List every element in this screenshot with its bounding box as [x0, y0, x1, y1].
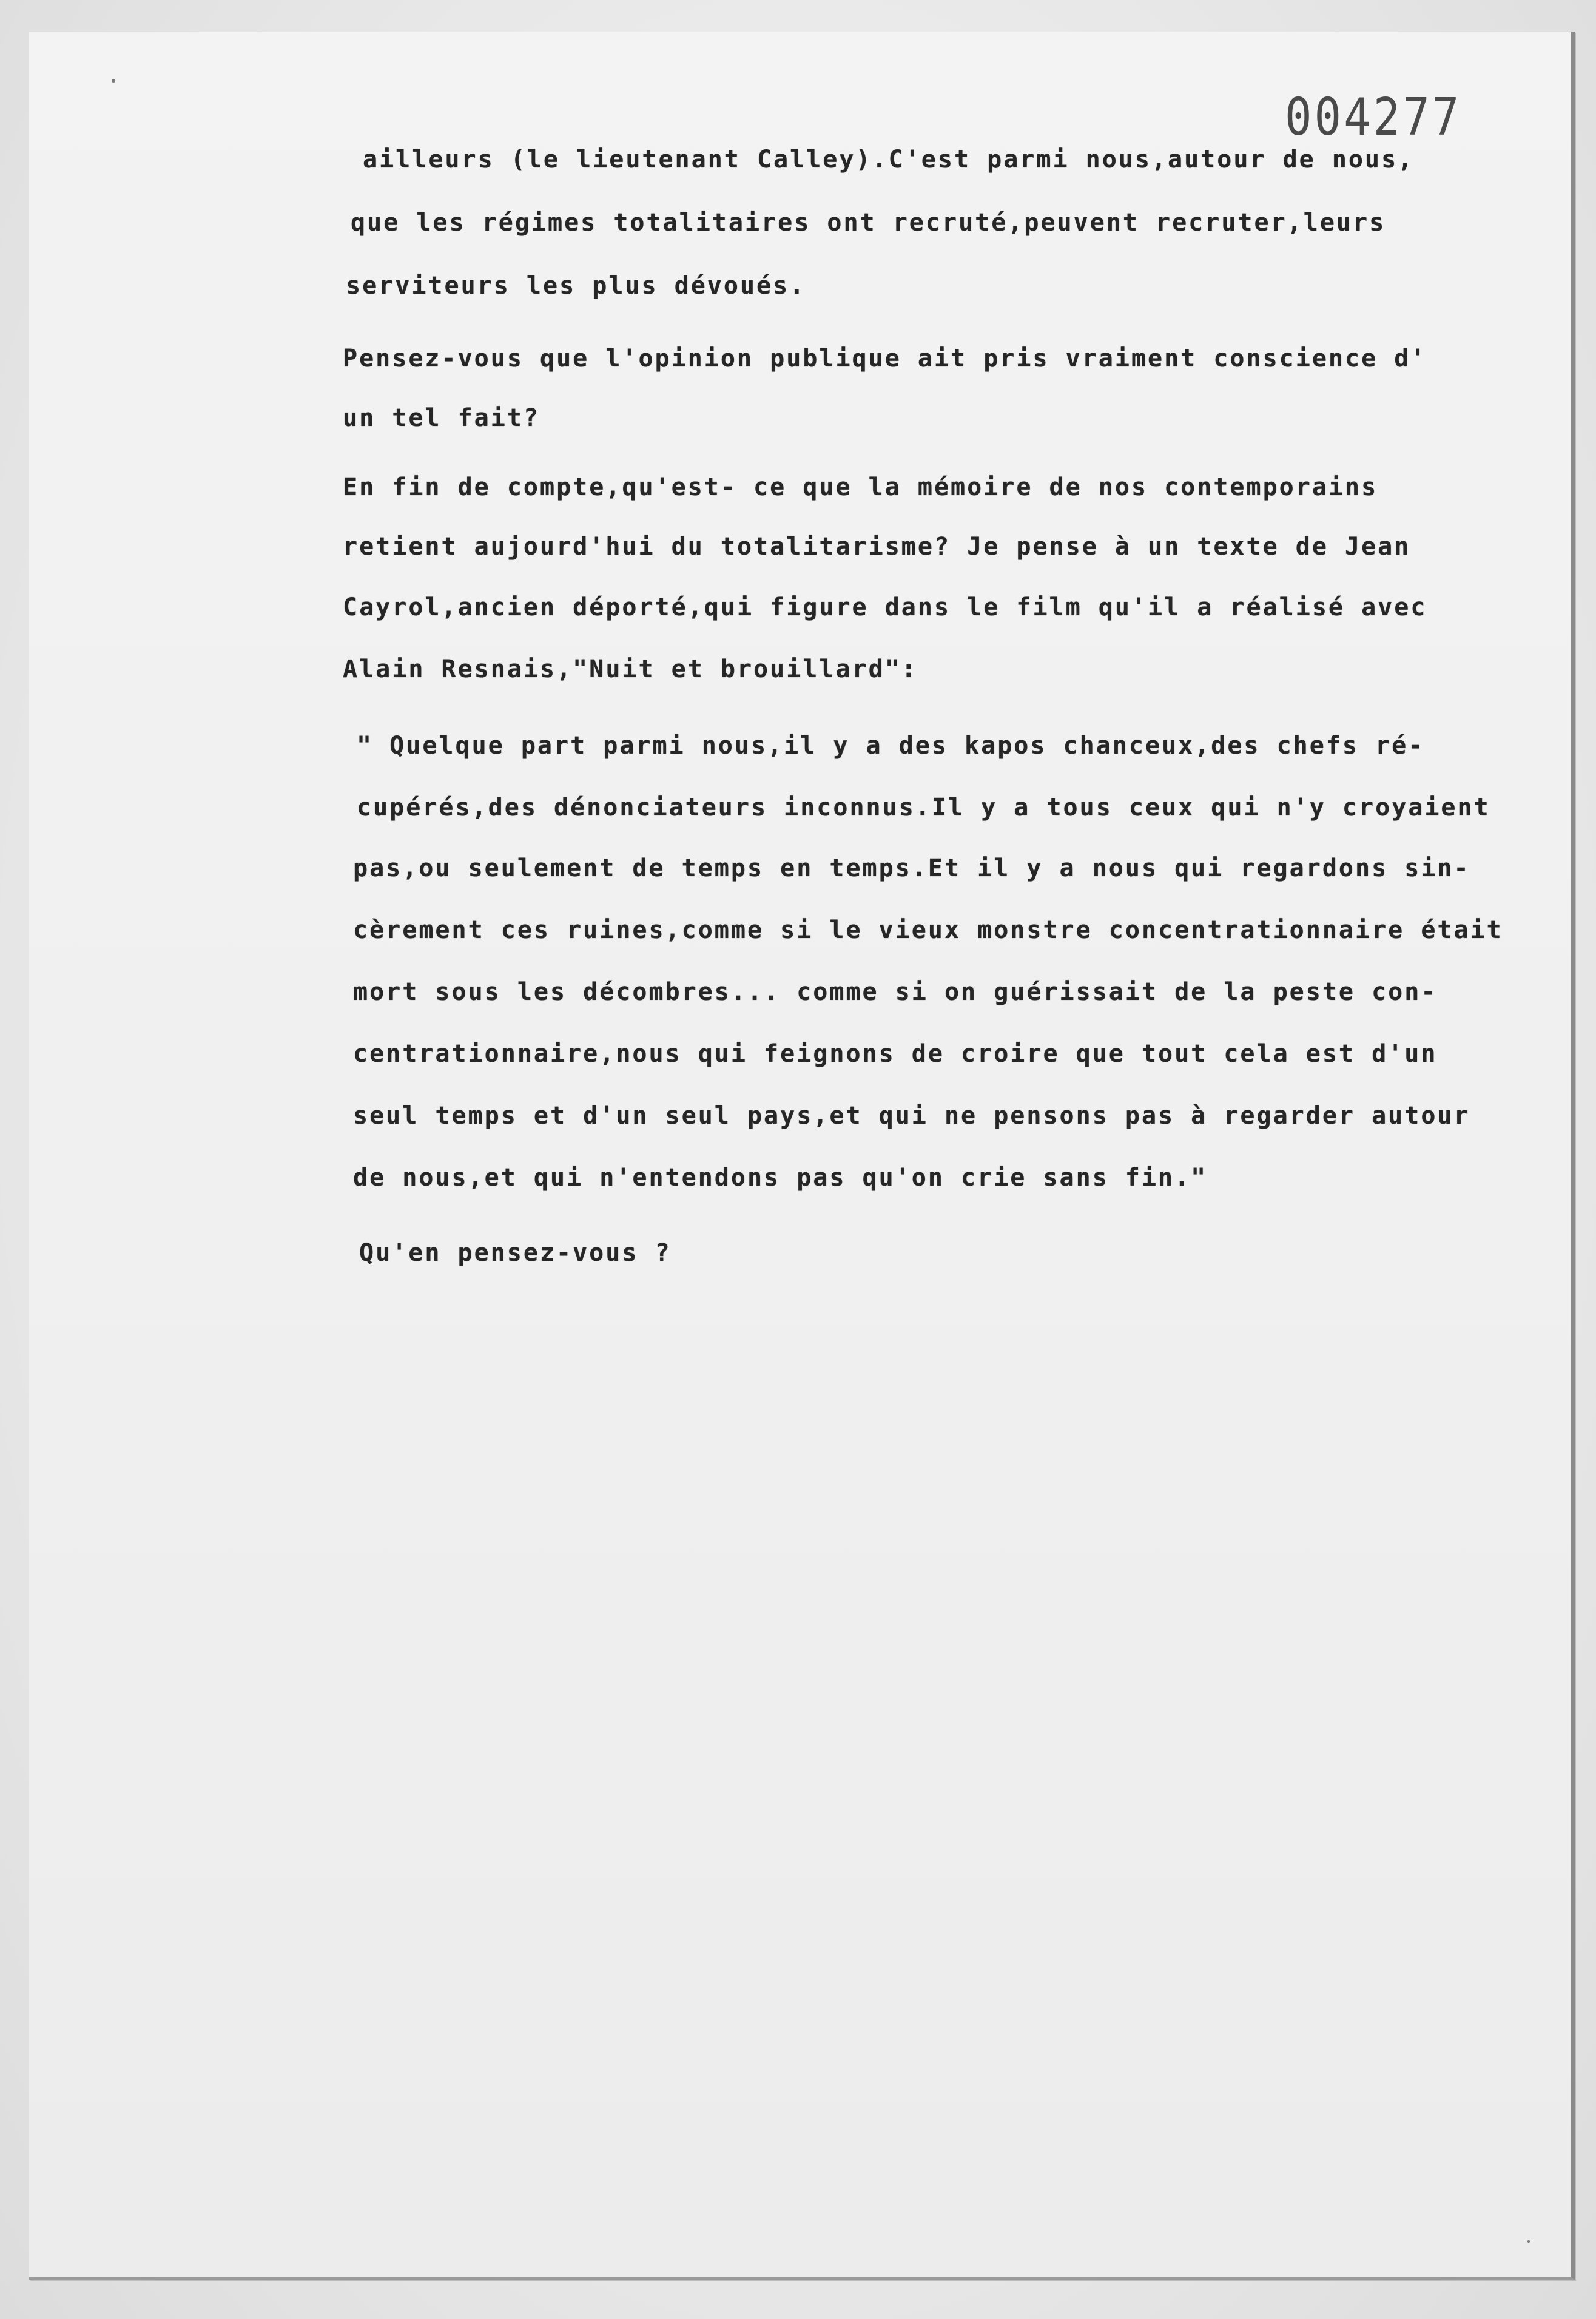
text-line: Cayrol,ancien déporté,qui figure dans le film qu'il a réalisé avec [343, 593, 1427, 621]
text-line: Pensez-vous que l'opinion publique ait pris vraiment conscience d' [343, 345, 1427, 373]
quotation-line: cupérés,des dénonciateurs inconnus.Il y a tous ceux qui n'y croyaient [357, 794, 1490, 822]
quotation-line: de nous,et qui n'entendons pas qu'on crie sans fin." [353, 1164, 1208, 1192]
text-line: ailleurs (le lieutenant Calley).C'est parmi nous,autour de nous, [363, 146, 1415, 174]
text-line: Alain Resnais,"Nuit et brouillard": [343, 655, 918, 683]
document-reference-number: 004277 [1285, 87, 1462, 147]
text-line: En fin de compte,qu'est- ce que la mémoire de nos contemporains [343, 473, 1378, 501]
paper-speck [112, 79, 115, 83]
quotation-line: pas,ou seulement de temps en temps.Et il y a nous qui regardons sin- [353, 854, 1470, 882]
text-line: retient aujourd'hui du totalitarisme? Je pense à un texte de Jean [343, 533, 1411, 561]
text-line: que les régimes totalitaires ont recruté,peuvent recruter,leurs [351, 209, 1386, 237]
paper-speck [1527, 2240, 1530, 2243]
quotation-line: " Quelque part parmi nous,il y a des kapos chanceux,des chefs ré- [357, 732, 1425, 760]
quotation-line: cèrement ces ruines,comme si le vieux monstre concentrationnaire était [353, 916, 1503, 944]
quotation-line: mort sous les décombres... comme si on guérissait de la peste con- [353, 978, 1438, 1006]
text-line: serviteurs les plus dévoués. [346, 272, 806, 300]
closing-question: Qu'en pensez-vous ? [359, 1239, 672, 1267]
quotation-line: seul temps et d'un seul pays,et qui ne pensons pas à regarder autour [353, 1102, 1470, 1130]
quotation-line: centrationnaire,nous qui feignons de croire que tout cela est d'un [353, 1040, 1438, 1068]
text-line: un tel fait? [343, 404, 540, 432]
